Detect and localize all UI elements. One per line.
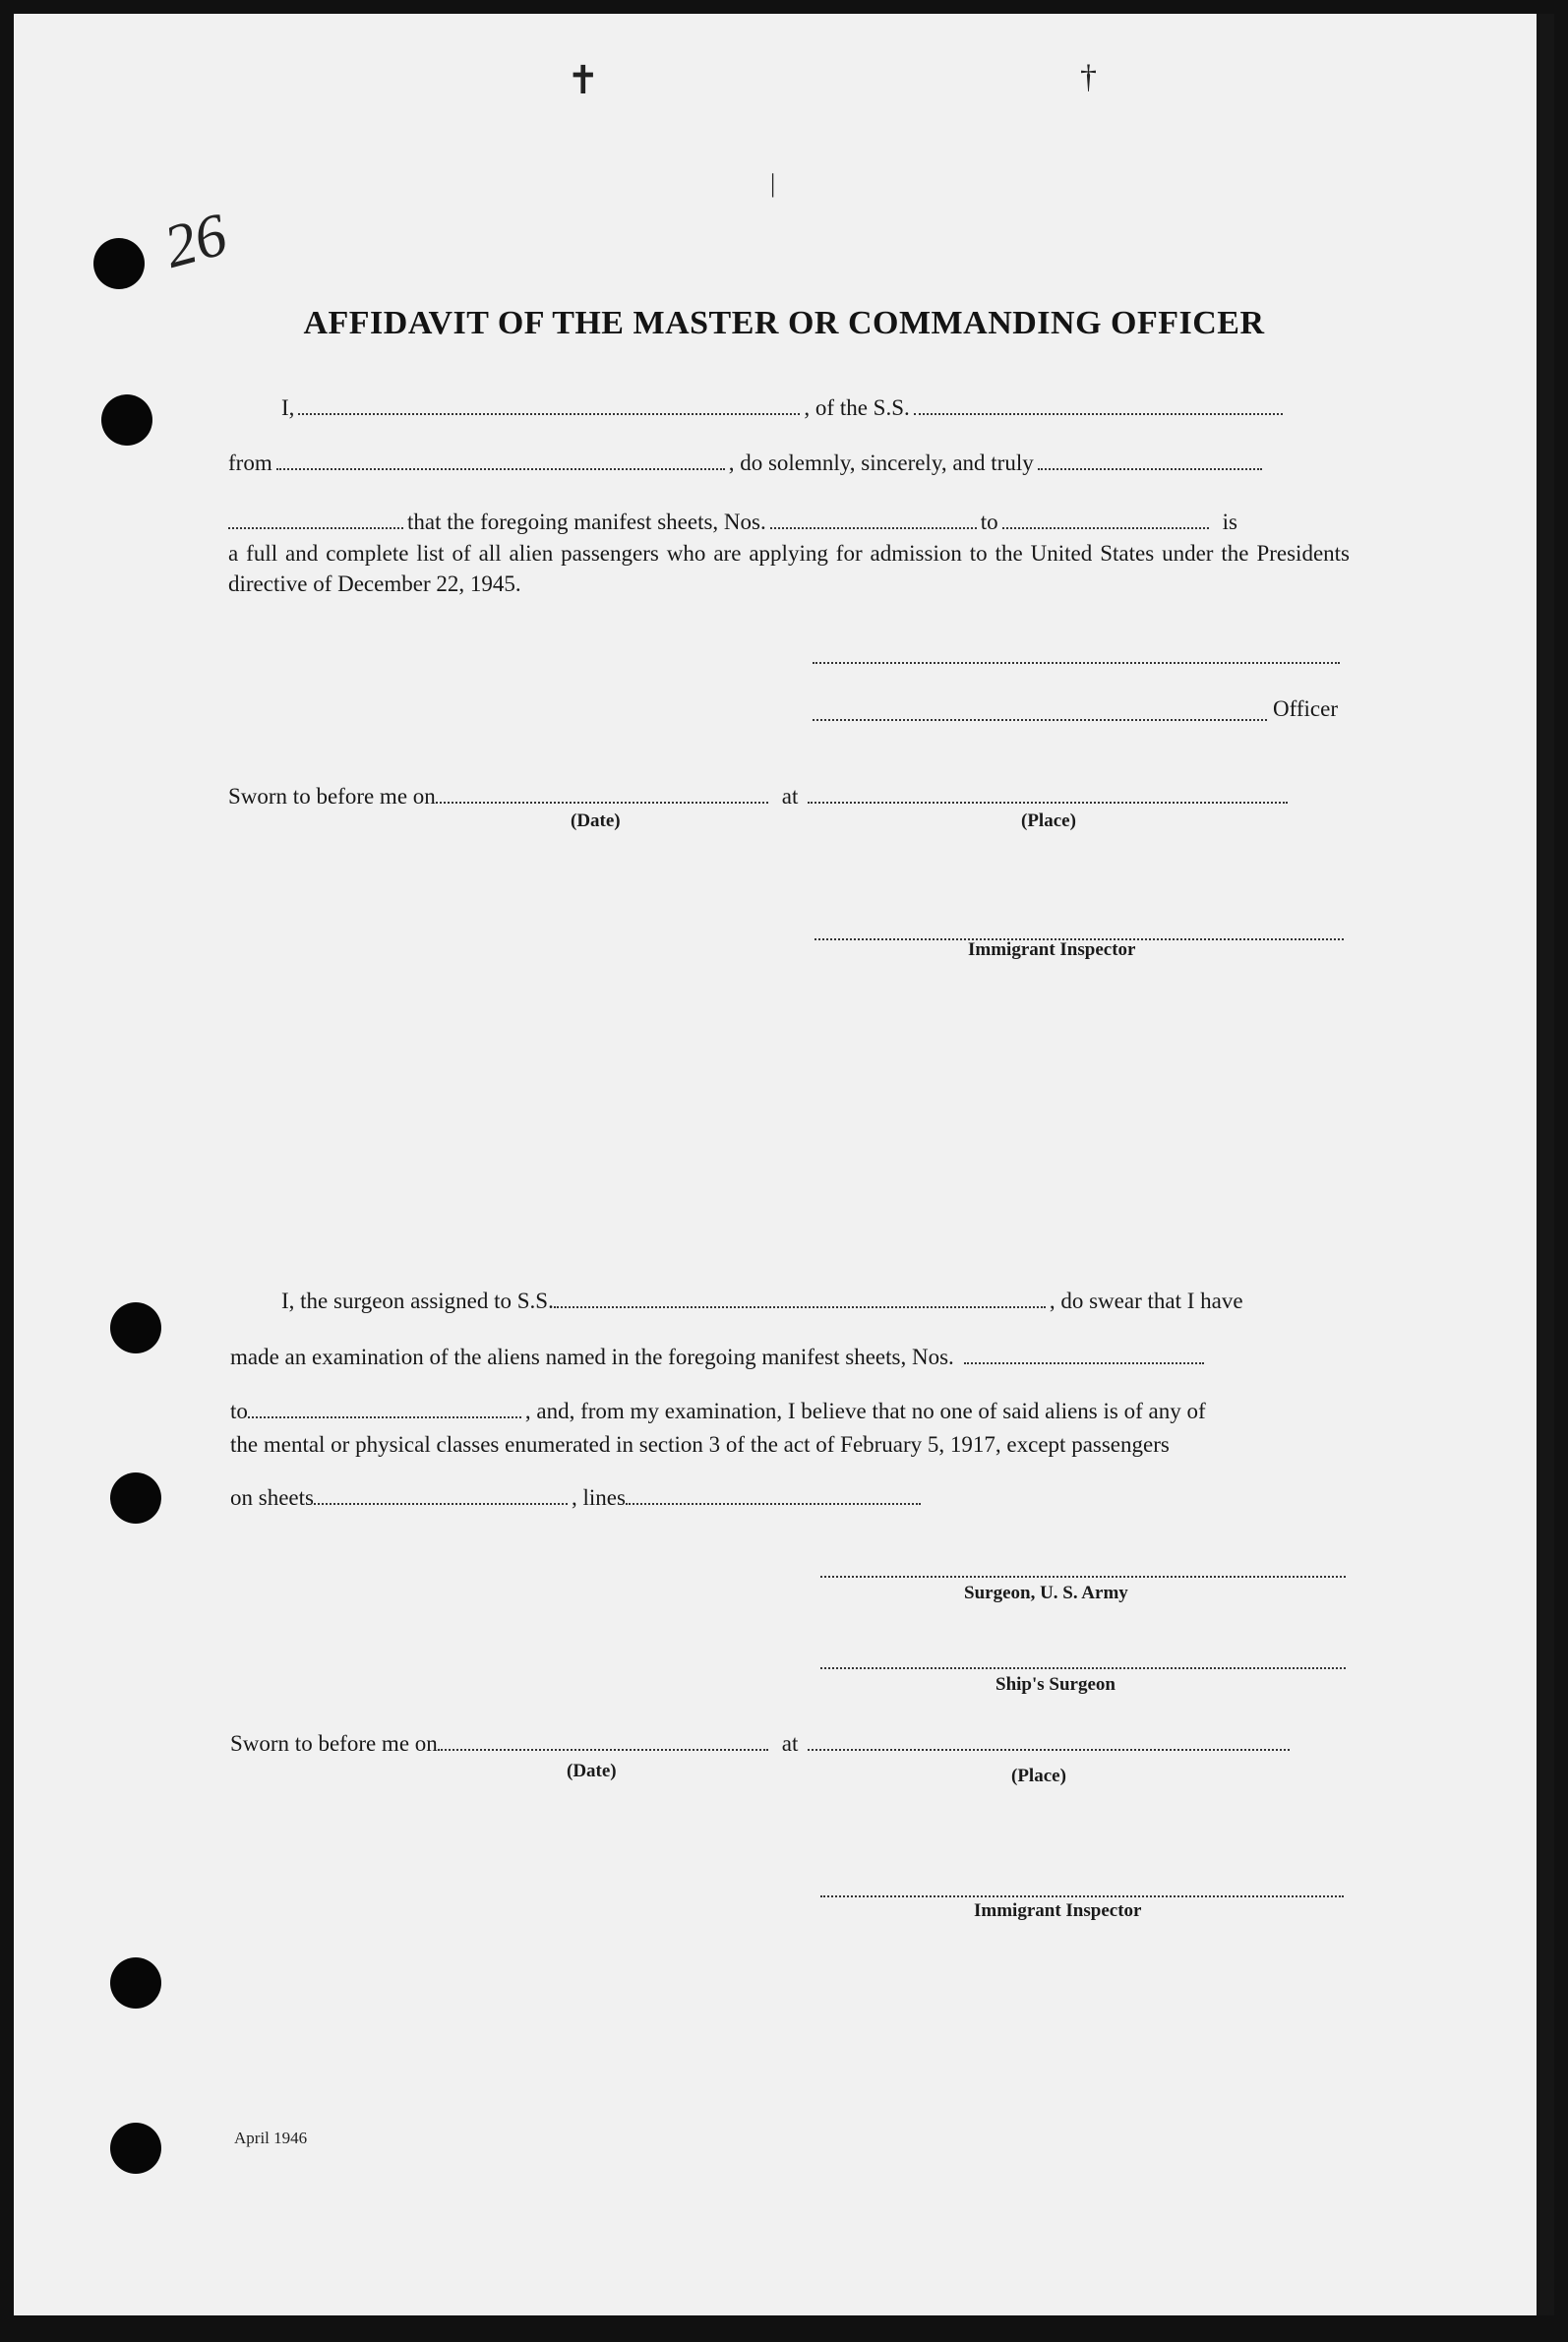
- sheets-from-field[interactable]: [770, 526, 977, 529]
- surgeon-sworn-place-field[interactable]: [808, 1748, 1290, 1751]
- at-label: at: [781, 784, 799, 809]
- master-line-2: [228, 450, 1350, 476]
- is-label: is: [1222, 510, 1237, 534]
- surgeon-at-label: at: [781, 1731, 799, 1756]
- on-sheets-label: on sheets: [230, 1485, 314, 1510]
- date-caption: (Date): [571, 811, 621, 831]
- surgeon-to-label: to: [230, 1399, 248, 1423]
- manifest-sheets-text: that the foregoing manifest sheets, Nos.: [407, 510, 766, 534]
- surgeon-line-3: [230, 1399, 1348, 1424]
- surgeon-ship-field[interactable]: [554, 1305, 1046, 1308]
- officer-title-line[interactable]: [813, 718, 1267, 721]
- oath-continuation-field[interactable]: [228, 526, 403, 529]
- except-lines-field[interactable]: [626, 1502, 921, 1505]
- master-i-label: I,: [281, 395, 295, 420]
- master-line-3: [228, 510, 1350, 535]
- document-page: [14, 14, 1554, 2315]
- ship-surgeon-signature-line[interactable]: [820, 1666, 1346, 1669]
- master-signature-line[interactable]: [813, 661, 1340, 664]
- master-statement: a full and complete list of all alien passengers who are applying for admission to the United States under the Presidents directive of December 22, 1945.: [228, 541, 1350, 596]
- surgeon-date-caption: (Date): [567, 1761, 617, 1781]
- punch-hole: [110, 1472, 161, 1524]
- surgeon-sworn-line: [230, 1731, 1348, 1757]
- examination-text: made an examination of the aliens named in the foregoing manifest sheets, Nos.: [230, 1345, 954, 1369]
- army-surgeon-caption: Surgeon, U. S. Army: [964, 1583, 1128, 1603]
- to-label: to: [980, 510, 998, 534]
- sworn-place-field[interactable]: [808, 801, 1288, 804]
- surgeon-line-1: [281, 1289, 1348, 1314]
- surgeon-inspector-caption: Immigrant Inspector: [974, 1900, 1142, 1921]
- sworn-date-field[interactable]: [436, 801, 768, 804]
- surgeon-line-4: the mental or physical classes enumerated in section 3 of the act of February 5, 1917, except passengers: [230, 1432, 1170, 1457]
- form-date-footer: April 1946: [234, 2129, 308, 2147]
- army-surgeon-signature-line[interactable]: [820, 1575, 1346, 1578]
- page-title: AFFIDAVIT OF THE MASTER OR COMMANDING OFFICER: [303, 305, 1265, 341]
- from-port-field[interactable]: [276, 467, 725, 470]
- master-line-1: [281, 395, 1344, 421]
- place-caption: (Place): [1021, 811, 1076, 831]
- master-sworn-line: [228, 784, 1350, 810]
- scan-mark: †: [1080, 59, 1097, 95]
- surgeon-line-2: [230, 1345, 1348, 1370]
- belief-text: , and, from my examination, I believe that no one of said aliens is of any of: [524, 1399, 1206, 1423]
- swear-text: , do swear that I have: [1049, 1289, 1243, 1313]
- master-ship-field[interactable]: [914, 412, 1283, 415]
- master-of-ss-label: , of the S.S.: [804, 395, 910, 420]
- punch-hole: [101, 394, 152, 446]
- surgeon-sworn-date-field[interactable]: [438, 1748, 768, 1751]
- handwritten-page-number: 26: [157, 201, 234, 281]
- surgeon-place-caption: (Place): [1011, 1766, 1066, 1786]
- surgeon-inspector-signature-line[interactable]: [820, 1894, 1344, 1897]
- punch-hole: [110, 2123, 161, 2174]
- sworn-label: Sworn to before me on: [228, 784, 436, 809]
- ship-surgeon-caption: Ship's Surgeon: [995, 1674, 1116, 1695]
- surgeon-sheets-from-field[interactable]: [964, 1361, 1204, 1364]
- surgeon-sheets-to-field[interactable]: [248, 1415, 521, 1418]
- punch-hole: [93, 238, 145, 289]
- scan-mark: |: [770, 169, 776, 198]
- from-label: from: [228, 450, 272, 475]
- punch-hole: [110, 1302, 161, 1353]
- master-name-field[interactable]: [298, 412, 800, 415]
- oath-type-field[interactable]: [1038, 467, 1262, 470]
- surgeon-line-5: [230, 1485, 958, 1511]
- except-sheets-field[interactable]: [314, 1502, 568, 1505]
- solemnly-text: , do solemnly, sincerely, and truly: [728, 450, 1034, 475]
- surgeon-assigned-text: I, the surgeon assigned to S.S.: [281, 1289, 554, 1313]
- sheets-to-field[interactable]: [1002, 526, 1209, 529]
- lines-label: , lines: [571, 1485, 626, 1510]
- scan-mark: ✝: [567, 58, 600, 102]
- inspector-caption: Immigrant Inspector: [968, 939, 1136, 960]
- surgeon-sworn-label: Sworn to before me on: [230, 1731, 438, 1756]
- punch-hole: [110, 1957, 161, 2009]
- officer-label: Officer: [1273, 696, 1338, 721]
